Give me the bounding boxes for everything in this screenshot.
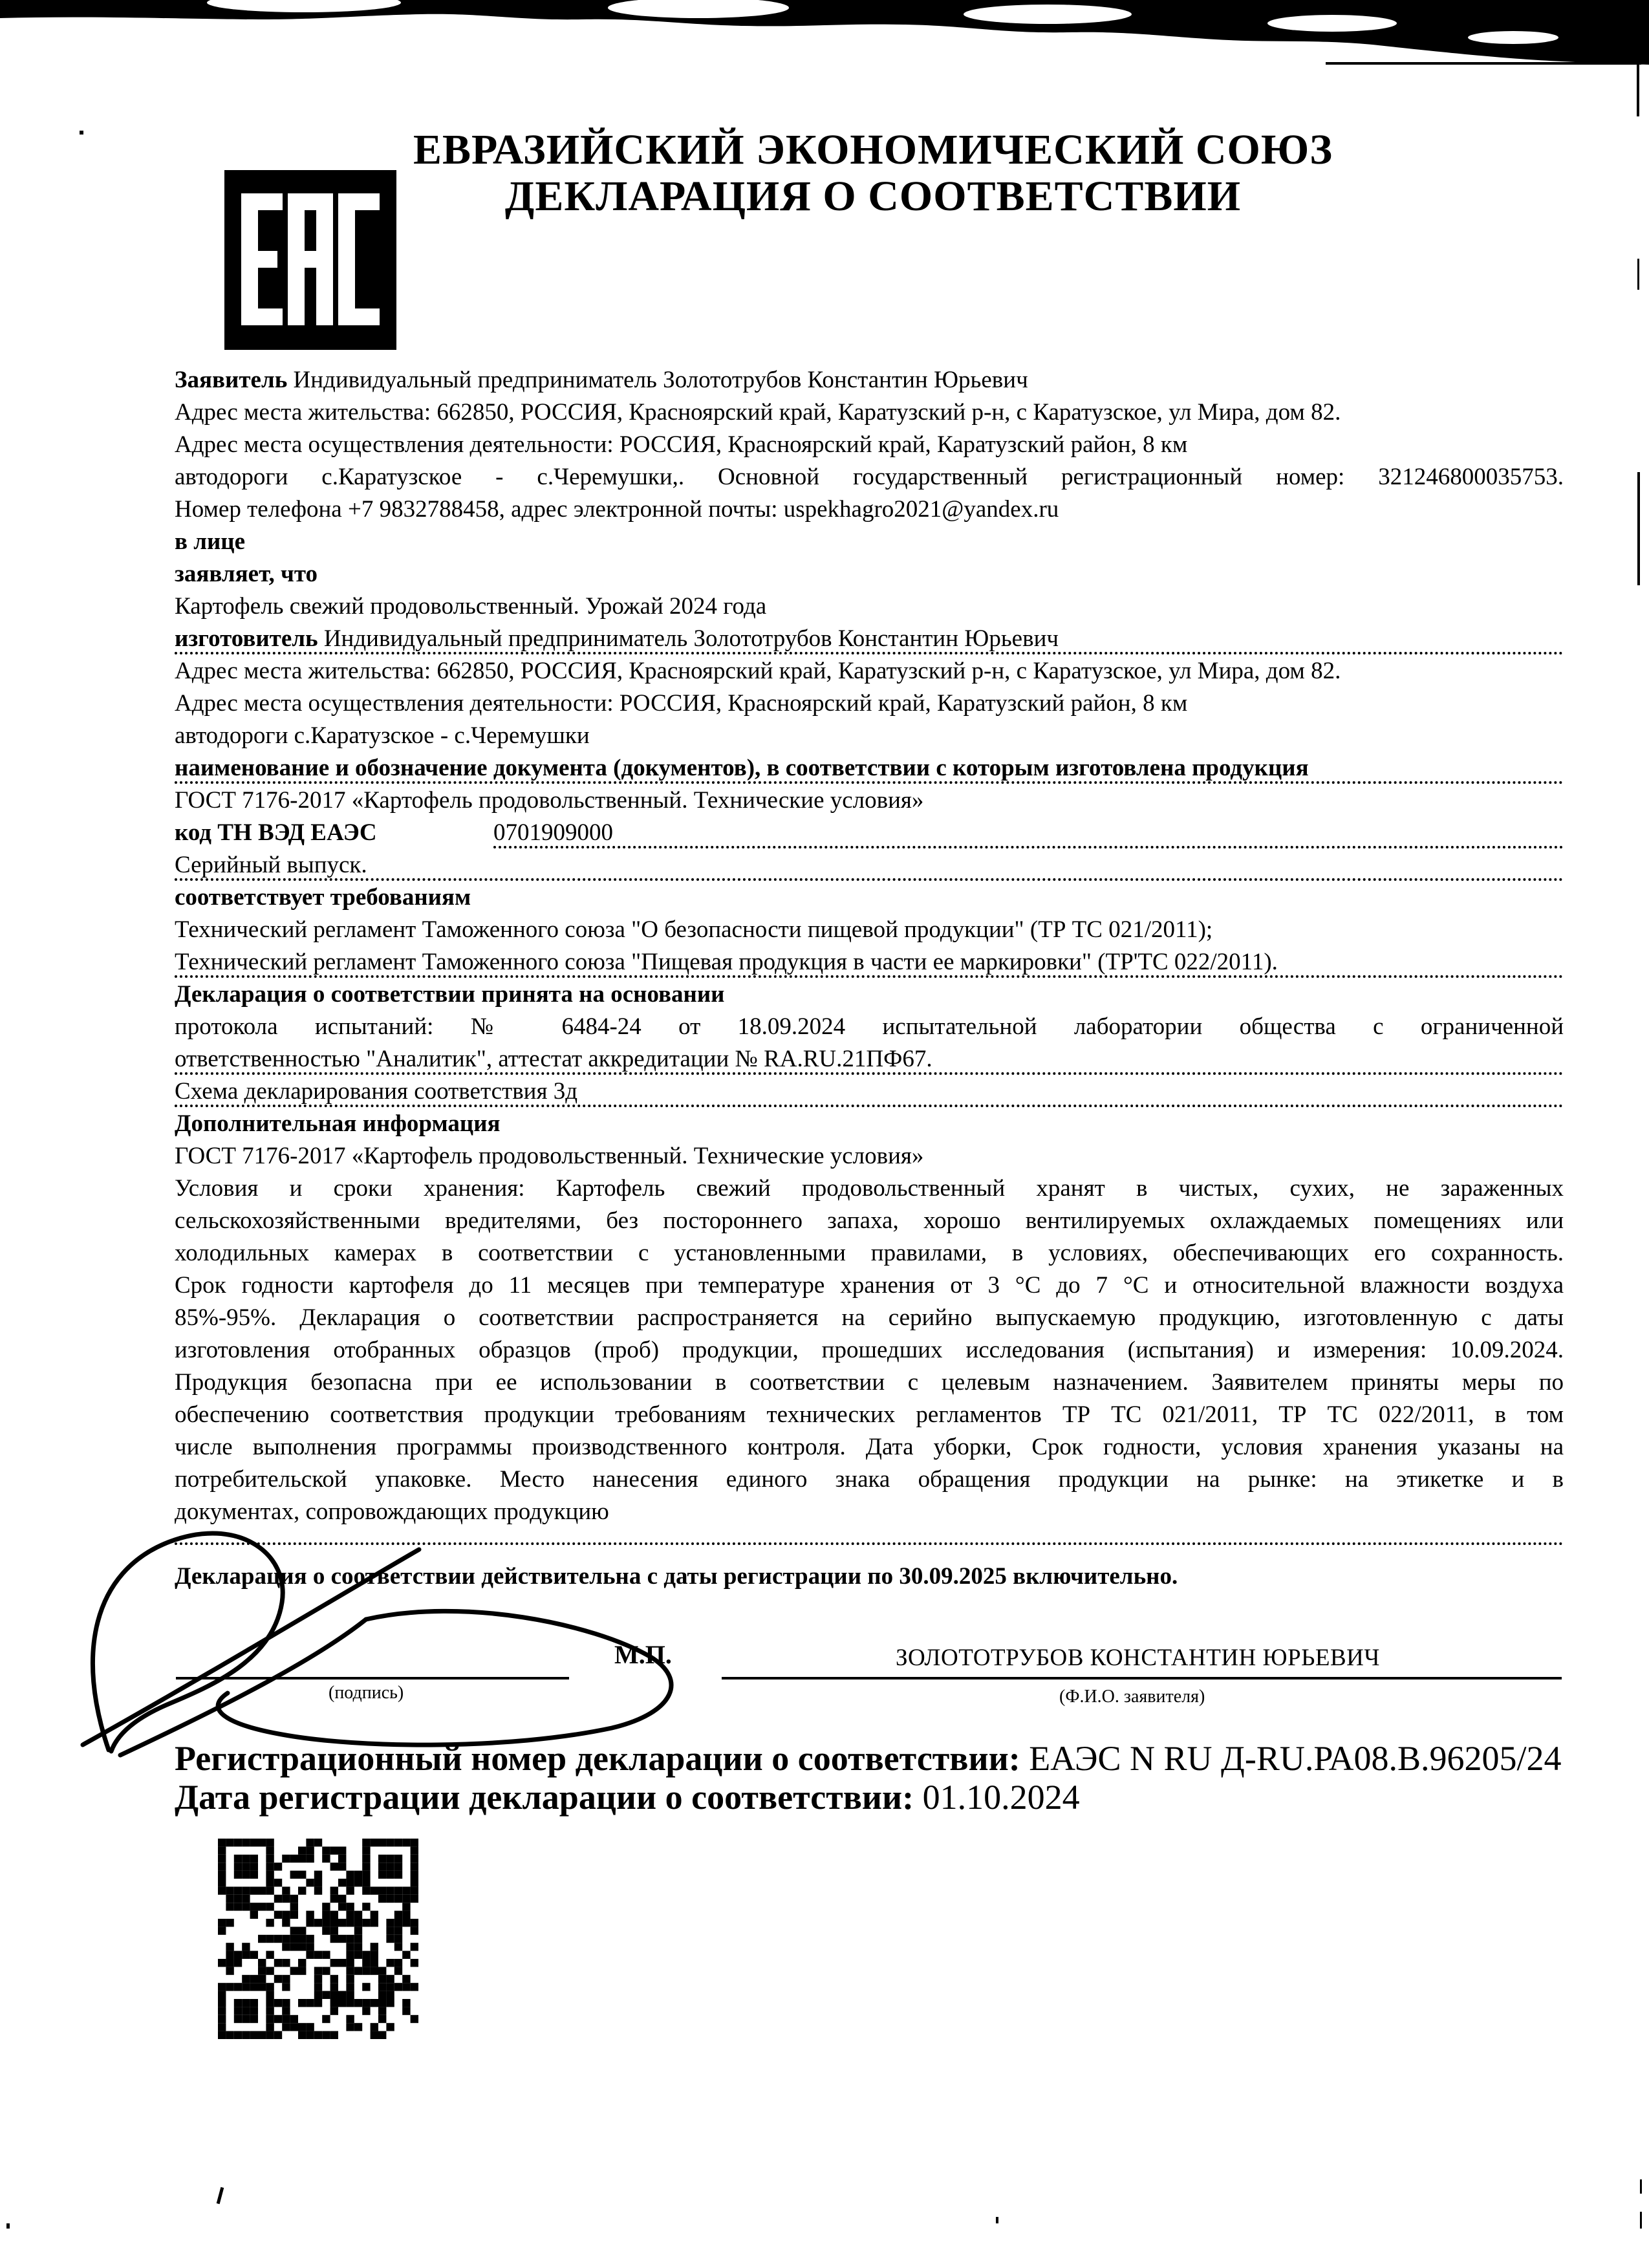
text-line-text: ГОСТ 7176-2017 «Картофель продовольственный. Технические условия»	[175, 787, 924, 814]
scan-speck	[80, 131, 83, 135]
text-line-bold: наименование и обозначение документа (документов), в соответствии с которым изготовлена продукция	[175, 755, 1309, 781]
text-line	[175, 914, 1564, 946]
text-line-bold: Декларация о соответствии принята на основании	[175, 981, 725, 1008]
text-line-text: 0701909000	[493, 819, 613, 846]
text-line	[175, 655, 1564, 687]
text-line	[175, 526, 1564, 558]
text-line-text: Продукция безопасна при ее использовании в соответствии с целевым назначением. Заявителем приняты меры по	[175, 1369, 1564, 1396]
text-line	[175, 461, 1564, 493]
text-line	[175, 1399, 1564, 1431]
text-line-text: Технический регламент Таможенного союза "Пищевая продукция в части ее маркировки" (ТР'ТС 022/2011).	[175, 949, 1278, 975]
text-line	[175, 1431, 1564, 1463]
text-line	[175, 429, 1564, 461]
text-line	[175, 1043, 1564, 1075]
text-line-text: автодороги с.Каратузское - с.Черемушки	[175, 722, 590, 749]
text-line	[175, 687, 1564, 720]
signature-line	[176, 1677, 569, 1679]
scan-speck	[6, 2223, 10, 2229]
scan-artifact-right-edge	[1637, 83, 1639, 98]
text-line-bold: код ТН ВЭД ЕАЭС	[175, 819, 377, 846]
text-line-text: Картофель свежий продовольственный. Урожай 2024 года	[175, 593, 767, 620]
text-line-text: Адрес места жительства: 662850, РОССИЯ, Красноярский край, Каратузский р-н, с Каратузское, ул Мира, дом 82.	[175, 658, 1341, 684]
text-line	[175, 946, 1564, 978]
text-line	[175, 590, 1564, 623]
text-line	[175, 1463, 1564, 1496]
text-line	[175, 1302, 1564, 1334]
registration-number-value: ЕАЭС N RU Д-RU.РА08.В.96205/24	[1029, 1739, 1562, 1778]
registration-date-line	[175, 1777, 1080, 1817]
text-line	[175, 1237, 1564, 1269]
text-line-text: холодильных камерах в соответствии с установленными правилами, в условиях, обеспечивающих его сохранность.	[175, 1240, 1564, 1266]
handwritten-signature	[58, 1520, 705, 1766]
text-line	[175, 1269, 1564, 1302]
scan-speck	[217, 2187, 224, 2204]
text-line	[175, 396, 1564, 429]
scan-artifact-right-edge	[1640, 2212, 1642, 2229]
registration-date-value: 01.10.2024	[922, 1778, 1080, 1817]
body-lines	[175, 364, 1564, 1593]
text-line-text: Условия и сроки хранения: Картофель свежий продовольственный хранят в чистых, сухих, не зараженных	[175, 1175, 1564, 1202]
text-line-text: документах, сопровождающих продукцию	[175, 1498, 609, 1525]
scan-artifact-top	[0, 0, 1649, 78]
text-line-text: ГОСТ 7176-2017 «Картофель продовольственный. Технические условия»	[175, 1143, 924, 1169]
text-line-bold: соответствует требованиям	[175, 884, 471, 911]
text-line	[175, 1334, 1564, 1366]
signature-caption: (подпись)	[329, 1683, 404, 1703]
scan-artifact-right-edge	[1637, 472, 1640, 585]
text-line-text: Технический регламент Таможенного союза "О безопасности пищевой продукции" (ТР ТС 021/2011);	[175, 916, 1213, 943]
text-line-bold: заявляет, что	[175, 561, 318, 587]
text-line	[175, 558, 1564, 590]
stamp-place-label: М.П.	[614, 1640, 672, 1669]
text-line-text: ответственностью "Аналитик", аттестат аккредитации № RA.RU.21ПФ67.	[175, 1046, 932, 1072]
text-line	[175, 817, 1564, 849]
text-line-text: числе выполнения программы производственного контроля. Дата уборки, Срок годности, условия хранения указаны на	[175, 1434, 1564, 1460]
text-line-bold: Дополнительная информация	[175, 1110, 501, 1137]
title-line-1: ЕВРАЗИЙСКИЙ ЭКОНОМИЧЕСКИЙ СОЮЗ	[413, 126, 1333, 173]
text-line	[175, 1366, 1564, 1399]
text-line	[175, 784, 1564, 817]
text-line	[175, 364, 1564, 396]
fio-caption: (Ф.И.О. заявителя)	[1059, 1687, 1205, 1707]
text-line-text: Индивидуальный предприниматель Золототрубов Константин Юрьевич	[287, 367, 1028, 393]
text-line-text: потребительской упаковке. Место нанесения единого знака обращения продукции на рынке: на этикетке и в	[175, 1466, 1564, 1493]
text-line-text: сельскохозяйственными вредителями, без постороннего запаха, хорошо вентилируемых охлаждаемых помещениях или	[175, 1207, 1564, 1234]
text-line-text: Адрес места осуществления деятельности: РОССИЯ, Красноярский край, Каратузский район, 8 км	[175, 690, 1188, 717]
text-line-bold: изготовитель	[175, 625, 318, 652]
text-line	[175, 978, 1564, 1011]
text-line	[175, 623, 1564, 655]
text-line-text: Индивидуальный предприниматель Золототрубов Константин Юрьевич	[318, 625, 1059, 652]
text-line-bold: Декларация о соответствии действительна с даты регистрации по 30.09.2025 включительно.	[175, 1563, 1178, 1590]
scan-artifact-right-edge	[1640, 2179, 1642, 2194]
applicant-name: ЗОЛОТОТРУБОВ КОНСТАНТИН ЮРЬЕВИЧ	[896, 1645, 1380, 1671]
text-line	[175, 1205, 1564, 1237]
text-line-text: Номер телефона +7 9832788458, адрес электронной почты: uspekhagro2021@yandex.ru	[175, 496, 1059, 523]
text-line-bold: в лице	[175, 528, 246, 555]
text-line-text: Схема декларирования соответствия 3д	[175, 1078, 578, 1105]
text-line-text: обеспечению соответствия продукции требованиям технических регламентов ТР ТС 021/2011, ТР ТС 022/2011, в том	[175, 1401, 1564, 1428]
text-line	[175, 849, 1564, 881]
text-line-text: протокола испытаний: № 6484-24 от 18.09.2024 испытательной лаборатории общества с ограниченной	[175, 1013, 1564, 1040]
text-line-bold: Заявитель	[175, 367, 288, 393]
text-line	[175, 752, 1564, 784]
name-line	[722, 1677, 1562, 1679]
text-line	[175, 1108, 1564, 1140]
text-line-text: автодороги с.Каратузское - с.Черемушки,. Основной государственный регистрационный номер: 321246800035753.	[175, 464, 1564, 490]
text-line-text: изготовления отобранных образцов (проб) продукции, прошедших исследования (испытания) и измерения: 10.09.2024.	[175, 1337, 1564, 1363]
text-line-text: 85%-95%. Декларация о соответствии распространяется на серийно выпускаемую продукцию, изготовленную с даты	[175, 1304, 1564, 1331]
text-line	[175, 1075, 1564, 1108]
text-line	[175, 1140, 1564, 1172]
text-line	[175, 881, 1564, 914]
qr-code	[218, 1839, 418, 2039]
text-line-text: Адрес места осуществления деятельности: РОССИЯ, Красноярский край, Каратузский район, 8 км	[175, 431, 1188, 458]
registration-date-label: Дата регистрации декларации о соответствии:	[175, 1778, 914, 1817]
registration-number-line	[175, 1738, 1561, 1778]
text-line	[175, 1172, 1564, 1205]
text-line	[175, 493, 1564, 526]
text-line-text: Срок годности картофеля до 11 месяцев при температуре хранения от 3 °С до 7 °С и относительной влажности воздуха	[175, 1272, 1564, 1299]
text-line-text: Адрес места жительства: 662850, РОССИЯ, Красноярский край, Каратузский р-н, с Каратузское, ул Мира, дом 82.	[175, 399, 1341, 426]
scan-artifact-right-edge	[1637, 259, 1639, 290]
title-line-2: ДЕКЛАРАЦИЯ О СООТВЕТСТВИИ	[504, 173, 1242, 220]
scan-speck	[996, 2217, 998, 2223]
document-title	[349, 127, 1397, 220]
registration-number-label: Регистрационный номер декларации о соответствии:	[175, 1739, 1020, 1778]
text-line	[175, 1011, 1564, 1043]
text-line-text: Серийный выпуск.	[175, 852, 367, 878]
text-line	[175, 720, 1564, 752]
